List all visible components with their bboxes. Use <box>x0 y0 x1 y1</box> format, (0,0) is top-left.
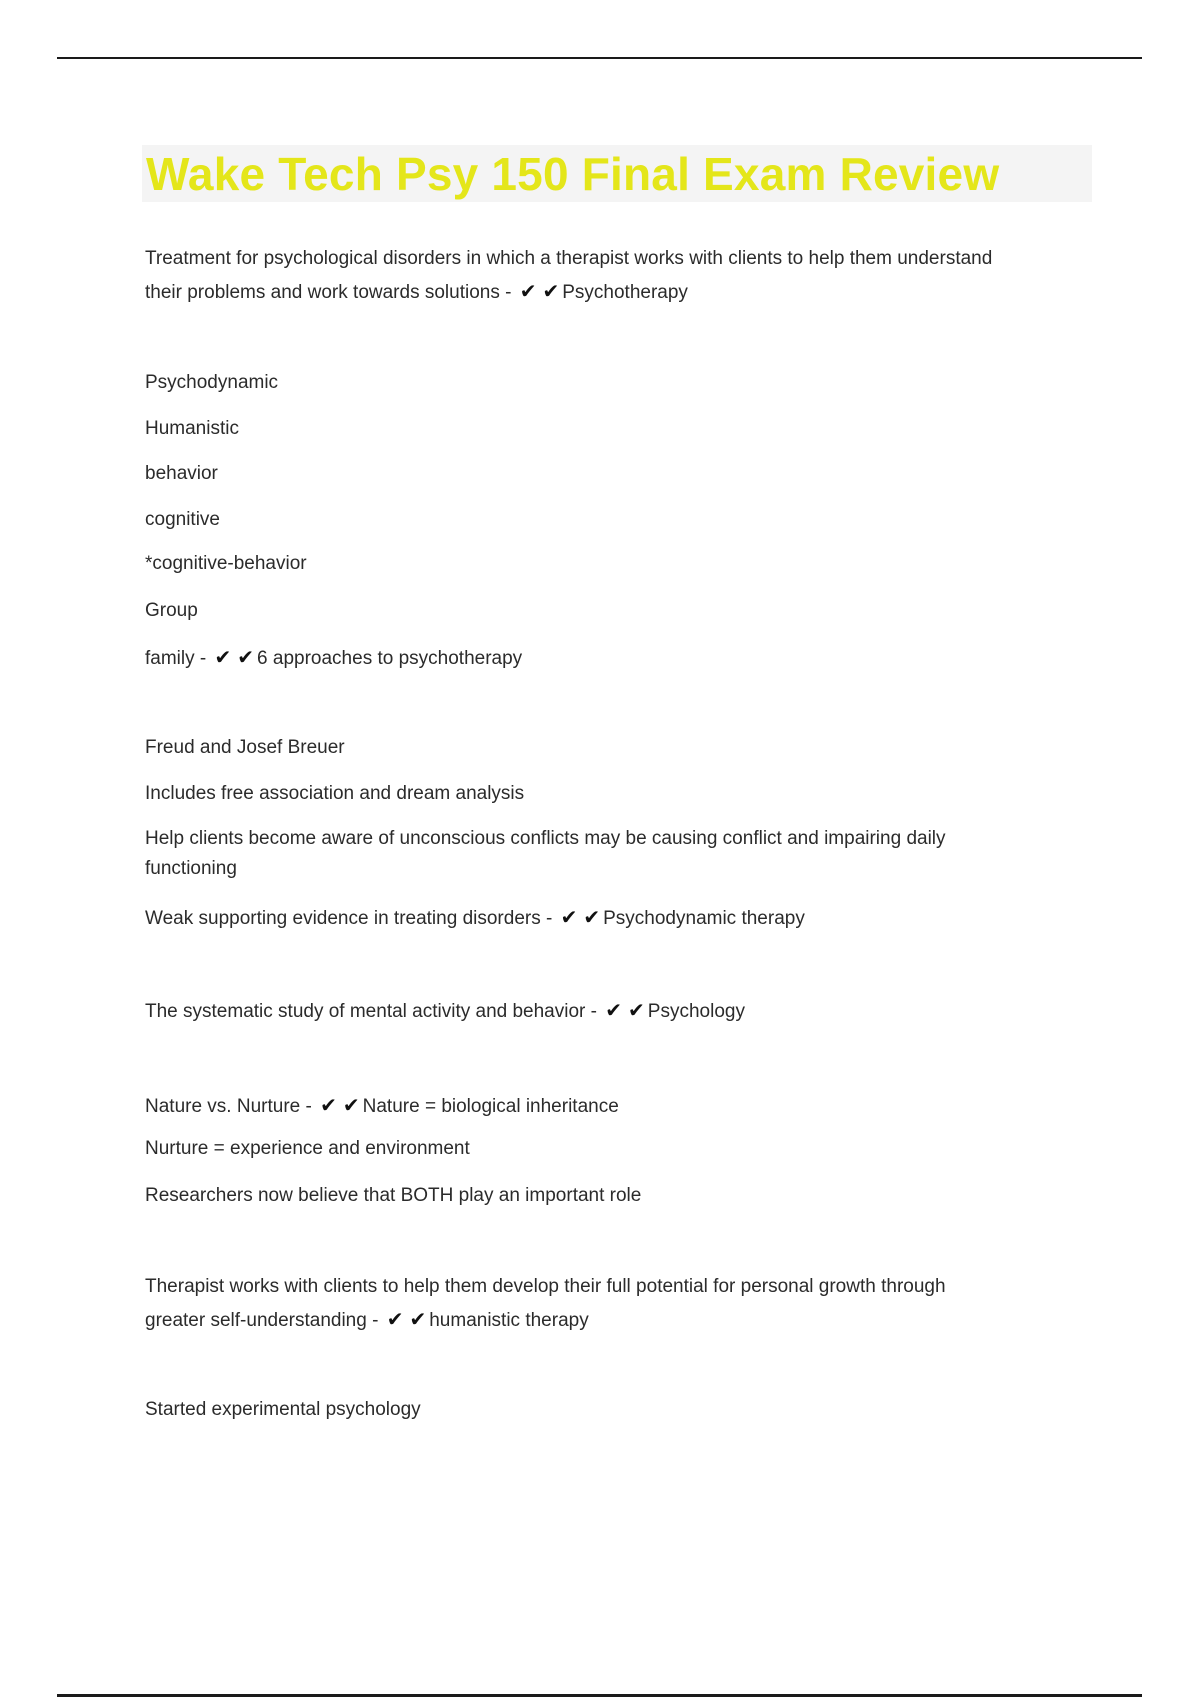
check-mark-icon: ✔ <box>320 1093 337 1117</box>
q2-line: cognitive <box>145 509 220 530</box>
q6-line1: Therapist works with clients to help them develop their full potential for personal growth through <box>145 1276 946 1297</box>
q2-last-line <box>145 645 522 671</box>
q2-line: Group <box>145 600 198 621</box>
check-mark-icon: ✔ <box>386 1307 404 1331</box>
q2-prefix: family - <box>145 648 207 669</box>
q2-line: *cognitive-behavior <box>145 553 307 574</box>
q5-answer: Nature = biological inheritance <box>362 1096 619 1117</box>
check-mark-icon: ✔ <box>237 645 255 669</box>
q4-answer: Psychology <box>647 1001 745 1022</box>
q1-line2 <box>145 279 688 305</box>
top-rule <box>57 57 1142 59</box>
q4-prefix: The systematic study of mental activity and behavior - <box>145 1001 597 1022</box>
check-mark-icon: ✔ <box>214 645 232 669</box>
check-mark-icon: ✔ <box>519 279 537 303</box>
q2-line: Psychodynamic <box>145 372 279 393</box>
q5-line <box>145 1093 619 1119</box>
q2-line: behavior <box>145 463 218 484</box>
check-mark-icon: ✔ <box>560 905 578 929</box>
q3-line: Includes free association and dream analysis <box>145 783 525 804</box>
q3-prefix: Weak supporting evidence in treating disorders - <box>145 908 553 929</box>
check-mark-icon: ✔ <box>583 905 601 929</box>
check-mark-icon: ✔ <box>409 1307 427 1331</box>
q1-prefix: their problems and work towards solutions - <box>145 282 512 303</box>
q3-line: functioning <box>145 858 237 879</box>
q6-line2 <box>145 1307 589 1333</box>
q4-line <box>145 998 745 1024</box>
q3-answer: Psychodynamic therapy <box>603 908 805 929</box>
q2-answer: 6 approaches to psychotherapy <box>257 648 523 669</box>
q3-line: Help clients become aware of unconscious conflicts may be causing conflict and impairing daily <box>145 828 946 849</box>
q5-prefix: Nature vs. Nurture - <box>145 1096 312 1117</box>
q6-answer: humanistic therapy <box>429 1310 589 1331</box>
check-mark-icon: ✔ <box>628 998 645 1022</box>
page-title: Wake Tech Psy 150 Final Exam Review <box>146 148 1000 200</box>
q5-extra-line: Nurture = experience and environment <box>145 1138 470 1159</box>
q3-line: Freud and Josef Breuer <box>145 737 345 758</box>
check-mark-icon: ✔ <box>542 279 560 303</box>
q5-extra-line: Researchers now believe that BOTH play an important role <box>145 1185 642 1206</box>
q7-line1: Started experimental psychology <box>145 1399 421 1420</box>
q1-line1: Treatment for psychological disorders in which a therapist works with clients to help them understand <box>145 248 993 269</box>
q6-prefix: greater self-understanding - <box>145 1310 379 1331</box>
bottom-rule <box>57 1694 1142 1697</box>
q2-line: Humanistic <box>145 418 239 439</box>
check-mark-icon: ✔ <box>342 1093 360 1117</box>
q3-last-line <box>145 905 805 931</box>
check-mark-icon: ✔ <box>605 998 623 1022</box>
q1-answer: Psychotherapy <box>562 282 688 303</box>
